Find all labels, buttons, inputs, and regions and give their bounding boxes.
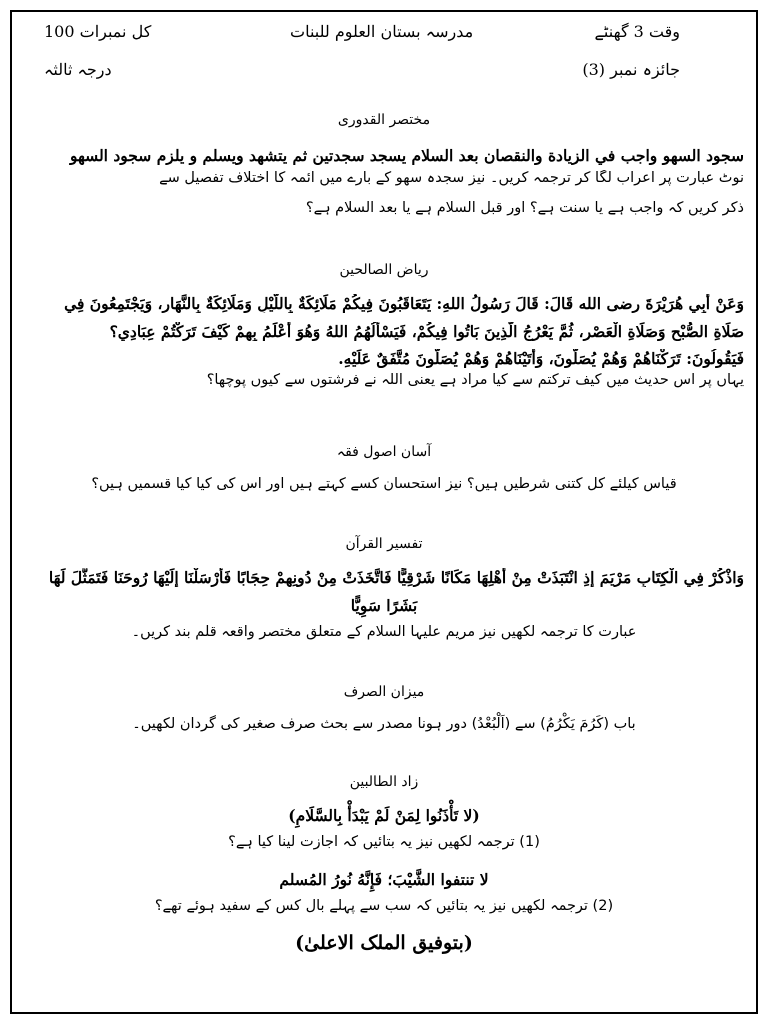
total-marks: کل نمبرات 100	[44, 22, 152, 41]
question-line: عبارت کا ترجمہ لکھیں نیز مریم علیہا السلام کے متعلق مختصر واقعہ قلم بند کریں۔	[131, 624, 637, 640]
section-title-riyad: ریاض الصالحین	[339, 262, 429, 278]
arabic-text: (لا تَأْذَنُوا لِمَنْ لَمْ يَبْدَأْ بِالسَّلَامِ)	[288, 806, 480, 825]
question-line: (2) ترجمہ لکھیں نیز یہ بتائیں کہ سب سے پہلے بال کس کے سفید ہوئے تھے؟	[154, 898, 614, 914]
section-title-usool: آسان اصول فقہ	[336, 444, 432, 460]
section-title-qudoori: مختصر القدوری	[337, 112, 431, 128]
closing-dua: (بتوفیق الملک الاعلیٰ)	[295, 932, 473, 954]
arabic-text: وَاذْكُرْ فِي الْكِتَابِ مَرْيَمَ إِذِ انْتَبَذَتْ مِنْ أَهْلِهَا مَكَانًا شَرْقِيًّا فَاتَّخَذَتْ مِنْ دُونِهِمْ حِجَابًا فَأَرْسَلْنَا إِلَيْهَا رُوحَنَا فَتَمَثَّلَ لَهَا	[48, 568, 744, 587]
madrasa-name: مدرسہ بستان العلوم للبنات	[290, 22, 474, 41]
question-line: یہاں پر اس حدیث میں کیف ترکتم سے کیا مراد ہے یعنی اللہ نے فرشتوں سے کیوں پوچھا؟	[206, 372, 744, 388]
question-line: نوٹ عبارت پر اعراب لگا کر ترجمہ کریں۔ نیز سجدہ سھو کے بارے میں آئمہ کا اختلاف تفصیل سے	[159, 170, 744, 186]
section-title-tafseer: تفسیر القرآن	[345, 536, 423, 552]
paper-number: جائزہ نمبر (3)	[582, 60, 680, 79]
section-title-mizan: میزان الصرف	[343, 684, 425, 700]
question-line: باب (کَرُمَ يَكْرُمُ) سے (اَلْبُعْدُ) دور ہونا مصدر سے بحث صرف صغیر کی گردان لکھیں۔	[132, 716, 636, 732]
section-title-zad: زاد الطالبین	[349, 774, 419, 790]
arabic-text: بَشَرًا سَوِيًّا	[350, 596, 418, 615]
question-line: ذکر کریں کہ واجب ہے یا سنت ہے؟ اور قبل السلام ہے یا بعد السلام ہے؟	[305, 200, 744, 216]
arabic-text: لا تنتفوا الشَّيْبَ؛ فَإِنَّهُ نُورُ المُسلم	[279, 870, 489, 889]
class-level: درجہ ثالثہ	[44, 60, 112, 79]
exam-time: وقت 3 گھنٹے	[594, 22, 680, 41]
question-line: (1) ترجمہ لکھیں نیز یہ بتائیں کہ اجازت لینا کیا ہے؟	[228, 834, 540, 850]
arabic-text: وَعَنْ أَبِي هُرَيْرَةَ رضی الله قَالَ: قَالَ رَسُولُ اللهِ: يَتَعَاقَبُونَ فِيكُمْ مَلَائِكَةٌ بِاللَّيْلِ وَمَلَائِكَةٌ بِالنَّهَارِ، وَيَجْتَمِعُونَ فِي	[64, 294, 744, 313]
arabic-text: فَيَقُولُونَ: تَرَكْنَاهُمْ وَهُمْ يُصَلُّونَ، وَأَتَيْنَاهُمْ وَهُمْ يُصَلُّونَ مُتَّفَقٌ عَلَيْهِ.	[338, 349, 744, 368]
question-line: قیاس کیلئے کل کتنی شرطیں ہیں؟ نیز استحسان کسے کہتے ہیں اور اس کی کیا کیا قسمیں ہیں؟	[91, 476, 677, 492]
arabic-text: سجود السهو واجب في الزيادة والنقصان بعد السلام يسجد سجدتين ثم يتشهد ويسلم و يلزم سجود السهو	[69, 146, 744, 165]
arabic-text: صَلَاةِ الصُّبْحِ وَصَلَاةِ الْعَصْرِ، ثُمَّ يَعْرُجُ الَّذِينَ بَاتُوا فِيكُمْ، فَيَسْأَلُهُمُ اللهُ وَهُوَ أَعْلَمُ بِهِمْ كَيْفَ تَرَكْتُمْ عِبَادِي؟	[109, 322, 744, 341]
